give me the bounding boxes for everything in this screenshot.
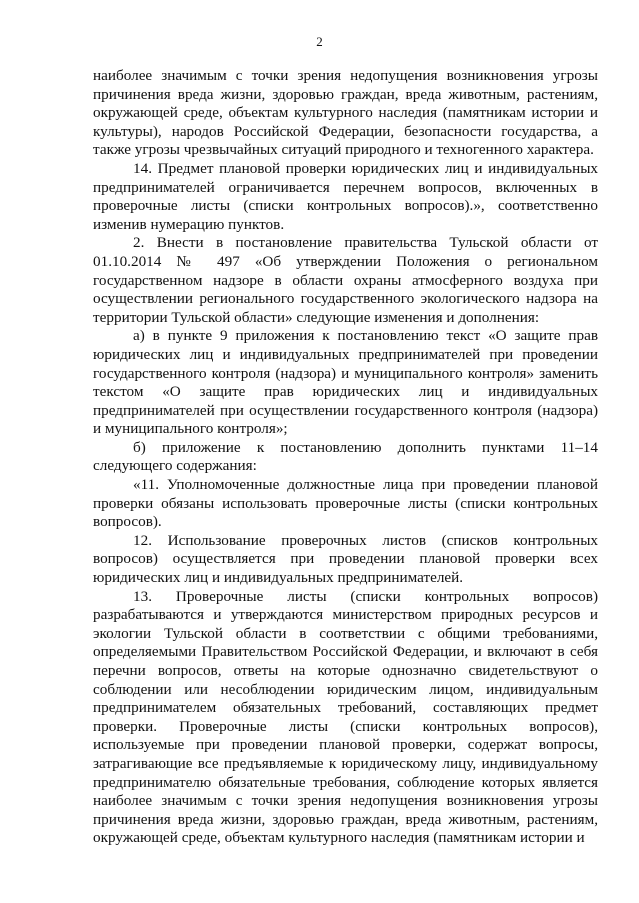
paragraph-item-12: 12. Использование проверочных листов (списков контрольных вопросов) осуществляется при проведении плановой проверки всех юридических лиц и индивидуальных предпринимателей.	[93, 531, 598, 587]
paragraph-continuation: наиболее значимым с точки зрения недопущения возникновения угрозы причинения вреда жизни, здоровью граждан, вреда животным, растениям, окружающей среде, объектам культурного наследия (памятникам истории и культуры), народов Российской Федерации, безопасности государства, а также угрозы чрезвычайных ситуаций природного и техногенного характера.	[93, 67, 598, 159]
paragraph-subitem-b: б) приложение к постановлению дополнить пунктами 11–14 следующего содержания:	[93, 438, 598, 475]
paragraph-item-2: 2. Внести в постановление правительства Тульской области от 01.10.2014 № 497 «Об утверждении Положения о региональном государственном надзоре в области охраны атмосферного воздуха при осуществлении регионального государственного экологического надзора на территории Тульской области» следующие изменения и дополнения:	[93, 234, 598, 326]
paragraph-item-11: «11. Уполномоченные должностные лица при проведении плановой проверки обязаны использовать проверочные листы (списки контрольных вопросов).	[93, 476, 598, 531]
paragraph-item-14: 14. Предмет плановой проверки юридических лиц и индивидуальных предпринимателей ограничивается перечнем вопросов, включенных в проверочные листы (списки контрольных вопросов).», соответственно изменив нумерацию пунктов.	[93, 159, 598, 233]
paragraph-subitem-a: а) в пункте 9 приложения к постановлению текст «О защите прав юридических лиц и индивидуальных предпринимателей при проведении государственного контроля (надзора) и муниципального контроля» заменить текстом «О защите прав юридических лиц и индивидуальных предпринимателей при осуществлении государственного контроля (надзора) и муниципального контроля»;	[93, 327, 598, 438]
paragraph-item-13: 13. Проверочные листы (списки контрольных вопросов) разрабатываются и утверждаются министерством природных ресурсов и экологии Тульской области в соответствии с общими требованиями, определяемыми Правительством Российской Федерации, и включают в себя перечни вопросов, ответы на которые однозначно свидетельствуют о соблюдении или несоблюдении юридическим лицом, индивидуальным предпринимателем обязательных требований, составляющих предмет проверки. Проверочные листы (списки контрольных вопросов), используемые при проведении плановой проверки, содержат вопросы, затрагивающие все предъявляемые к юридическому лицу, индивидуальному предпринимателю обязательные требования, соблюдение которых является наиболее значимым с точки зрения недопущения возникновения угрозы причинения вреда жизни, здоровью граждан, вреда животным, растениям, окружающей среде, объектам культурного наследия (памятникам истории и	[93, 587, 598, 847]
page-number: 2	[316, 34, 323, 49]
document-body	[93, 67, 598, 848]
